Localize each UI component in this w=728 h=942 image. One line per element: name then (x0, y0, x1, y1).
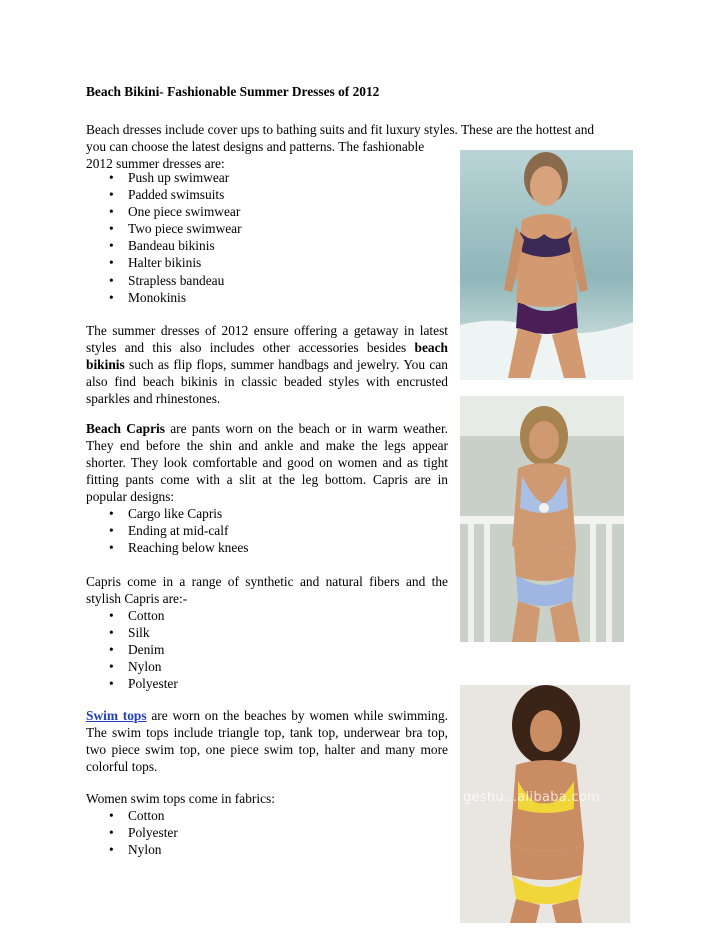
list-item: • Ending at mid-calf (86, 522, 248, 539)
list-item: • Polyester (86, 675, 178, 692)
paragraph-text: The summer dresses of 2012 ensure offering a getaway in latest styles and this also includes other accessories besides (86, 323, 448, 355)
swim-tops-paragraph (86, 707, 448, 775)
intro-line: you can choose the latest designs and patterns. The fashionable (86, 139, 425, 154)
list-item: • Halter bikinis (86, 254, 242, 271)
photo-watermark: geshu...alibaba.com (463, 790, 601, 805)
dress-types-list (86, 169, 242, 306)
list-item: • Padded swimsuits (86, 186, 242, 203)
beach-photo-image (460, 150, 633, 380)
beach-capris-term: Beach Capris (86, 421, 165, 436)
fibers-paragraph: Capris come in a range of synthetic and natural fibers and the stylish Capris are:- (86, 574, 448, 606)
list-item: • Two piece swimwear (86, 220, 242, 237)
fabrics-list (86, 807, 178, 858)
capris-paragraph (86, 420, 448, 505)
list-item: • Nylon (86, 841, 178, 858)
getaway-paragraph (86, 322, 448, 407)
document-title: Beach Bikini- Fashionable Summer Dresses of 2012 (86, 84, 380, 99)
fabrics-paragraph: Women swim tops come in fabrics: (86, 791, 275, 806)
list-item: • Silk (86, 624, 178, 641)
list-item: • Cotton (86, 607, 178, 624)
capri-designs-list (86, 505, 248, 556)
balcony-photo-image (460, 396, 624, 642)
beach-bikinis-term: beach bikinis (86, 340, 448, 372)
fibers-list (86, 607, 178, 692)
bikini-photo-1 (460, 150, 633, 380)
paragraph-text: such as flip flops, summer handbags and jewelry. You can also find beach bikinis in classic beaded styles with encrusted sparkles and rhinestones. (86, 357, 448, 406)
list-item: • Denim (86, 641, 178, 658)
list-item: • Bandeau bikinis (86, 237, 242, 254)
list-item: • Push up swimwear (86, 169, 242, 186)
intro-line: 2012 summer dresses are: (86, 156, 225, 171)
paragraph-text: are worn on the beaches by women while swimming. The swim tops include triangle top, tank top, underwear bra top, two piece swim top, one piece swim top, halter and many more colorful tops. (86, 708, 449, 774)
bikini-photo-3 (460, 685, 630, 923)
paragraph-text: are pants worn on the beach or in warm weather. They end before the shin and ankle and make the legs appear shorter. They look comfortable and good on women and as tight fitting pants come with a slit at the leg bottom. Capris are in popular designs: (86, 421, 449, 504)
list-item: • One piece swimwear (86, 203, 242, 220)
swim-tops-link[interactable]: Swim tops (86, 708, 147, 723)
list-item: • Cargo like Capris (86, 505, 248, 522)
list-item: • Polyester (86, 824, 178, 841)
list-item: • Monokinis (86, 289, 242, 306)
list-item: • Strapless bandeau (86, 272, 242, 289)
list-item: • Cotton (86, 807, 178, 824)
intro-line: Beach dresses include cover ups to bathing suits and fit luxury styles. These are the hottest and (86, 122, 595, 137)
list-item: • Nylon (86, 658, 178, 675)
bikini-photo-2 (460, 396, 624, 642)
list-item: • Reaching below knees (86, 539, 248, 556)
